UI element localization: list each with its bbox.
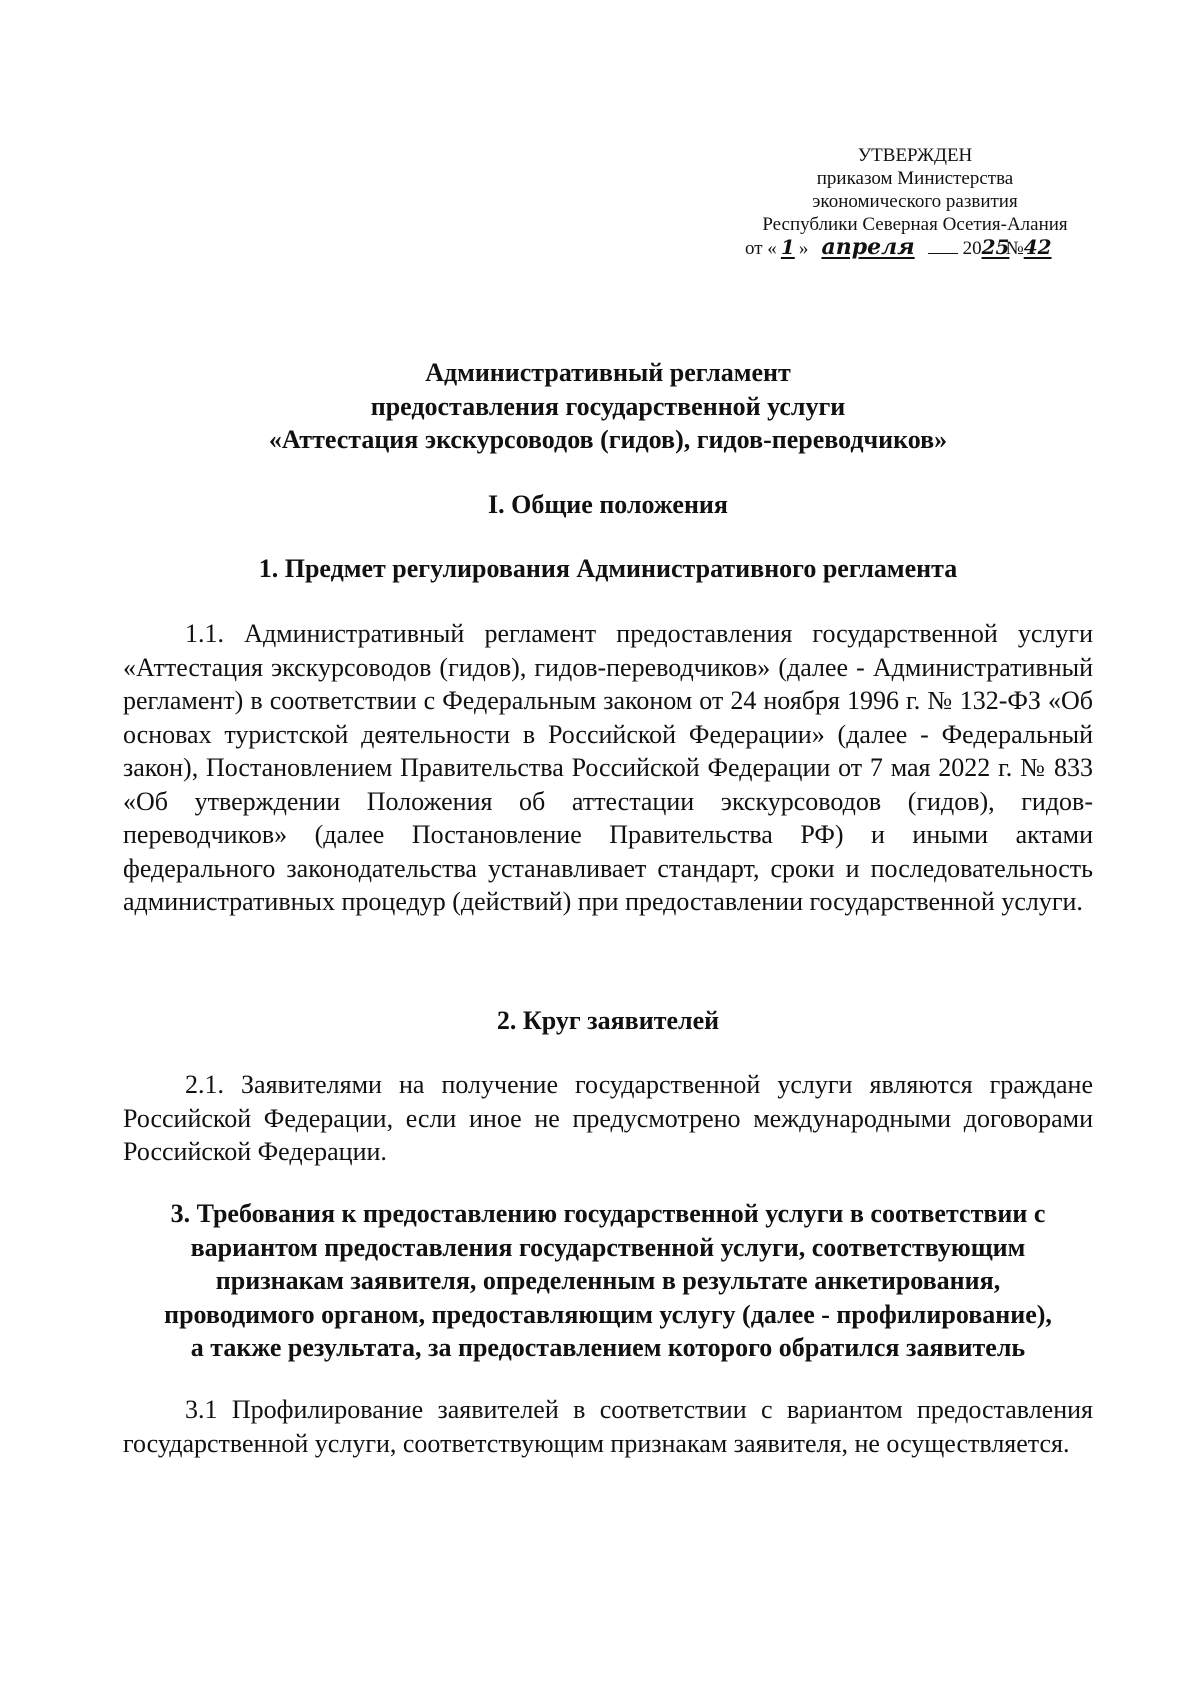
title-line-3: «Аттестация экскурсоводов (гидов), гидов-переводчиков» bbox=[268, 425, 948, 454]
approval-republic: Республики Северная Осетия-Алания bbox=[762, 214, 1068, 235]
approval-date-line bbox=[745, 236, 1085, 260]
subsection-3-heading-line-2: вариантом предоставления государственной услуги, соответствующим bbox=[190, 1232, 1026, 1262]
paragraph-3-1-text: 3.1 Профилирование заявителей в соответствии с вариантом предоставления государственной услуги, соответствующим признакам заявителя, не осуществляется. bbox=[123, 1395, 1093, 1458]
subsection-3-heading-line-1: 3. Требования к предоставлению государственной услуги в соответствии с bbox=[170, 1199, 1046, 1228]
section-1-heading: I. Общие положения bbox=[488, 490, 728, 519]
approval-number: 42 bbox=[1023, 235, 1052, 259]
subsection-heading-3 bbox=[123, 1197, 1093, 1365]
approval-blank-line bbox=[928, 253, 958, 254]
approval-year-suffix: 25 bbox=[981, 235, 1010, 259]
title-line-1: Административный регламент bbox=[425, 358, 791, 387]
section-heading-general bbox=[123, 488, 1093, 522]
subsection-1-heading: 1. Предмет регулирования Административного регламента bbox=[258, 554, 958, 583]
approval-quote-close: » bbox=[798, 238, 809, 259]
subsection-3-heading-line-4: проводимого органом, предоставляющим услугу (далее - профилирование), bbox=[164, 1299, 1052, 1329]
approval-month: апреля bbox=[821, 234, 915, 260]
paragraph-1-1-text: 1.1. Административный регламент предоставления государственной услуги «Аттестация экскурсоводов (гидов), гидов-переводчиков» (далее - Административный регламент) в соответствии с Федеральным законом от 24 ноября 1996 г. № 132-ФЗ «Об основах туристской деятельности в Российской Федерации» (далее - Федеральный закон), Постановлением Правительства Российской Федерации от 7 мая 2022 г. № 833 «Об утверждении Положения об аттестации экскурсоводов (гидов), гидов-переводчиков» (далее Постановление Правительства РФ) и иными актами федерального законодательства устанавливает стандарт, сроки и последовательность административных процедур (действий) при предоставлении государственной услуги. bbox=[123, 619, 1093, 916]
approval-block bbox=[745, 144, 1085, 260]
paragraph-3-1 bbox=[123, 1393, 1093, 1460]
subsection-2-heading: 2. Круг заявителей bbox=[496, 1006, 720, 1035]
approval-number-label: № bbox=[1005, 238, 1024, 259]
approval-order: приказом Министерства bbox=[816, 168, 1014, 189]
paragraph-1-1 bbox=[123, 617, 1093, 919]
approval-year-prefix: 20 bbox=[962, 238, 982, 259]
approval-day: 1 bbox=[780, 235, 795, 259]
paragraph-2-1 bbox=[123, 1068, 1093, 1169]
subsection-heading-1 bbox=[123, 552, 1093, 586]
approval-ministry: экономического развития bbox=[812, 191, 1018, 212]
subsection-3-heading-line-3: признакам заявителя, определенным в результате анкетирования, bbox=[215, 1266, 1001, 1295]
title-line-2: предоставления государственной услуги bbox=[370, 391, 846, 421]
paragraph-2-1-text: 2.1. Заявителями на получение государственной услуги являются граждане Российской Федерации, если иное не предусмотрено международными договорами Российской Федерации. bbox=[123, 1070, 1093, 1166]
approval-title: УТВЕРЖДЕН bbox=[857, 145, 973, 166]
subsection-3-heading-line-5: а также результата, за предоставлением которого обратился заявитель bbox=[190, 1333, 1026, 1362]
subsection-heading-2 bbox=[123, 1004, 1093, 1038]
approval-date-prefix: от « bbox=[745, 238, 777, 259]
document-title bbox=[123, 356, 1093, 457]
